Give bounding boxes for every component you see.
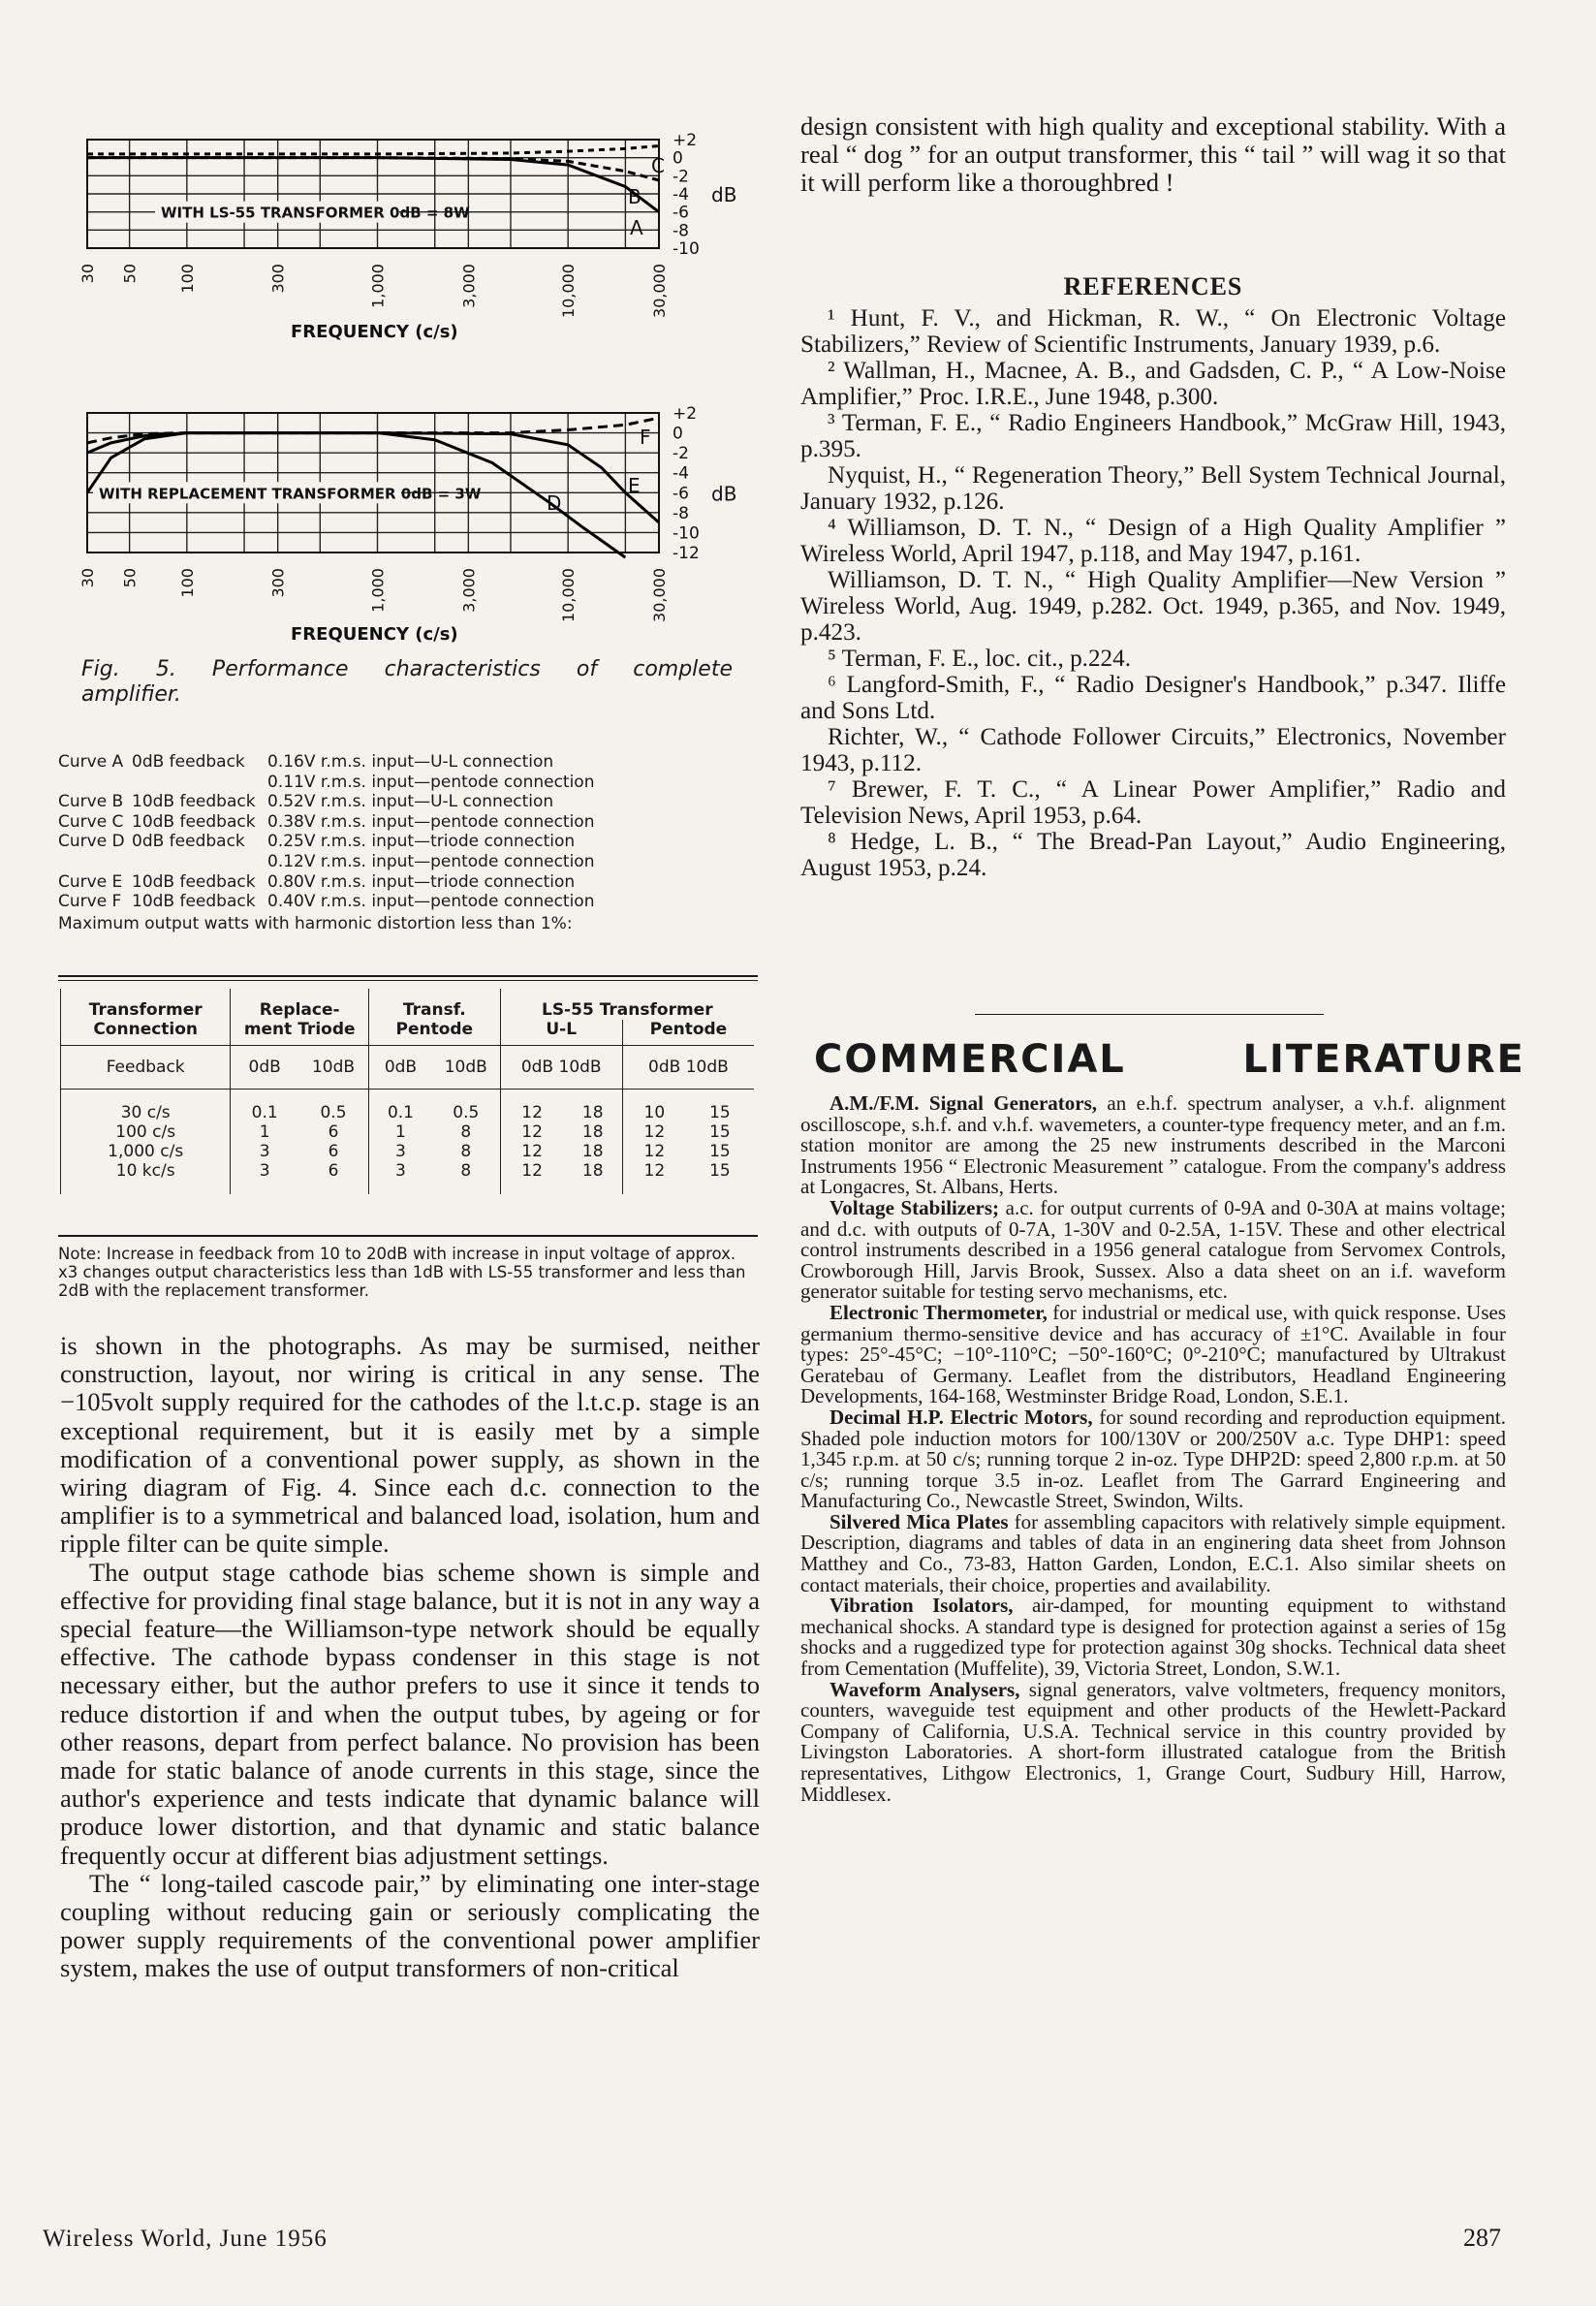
feedback-col: 10dB (432, 1046, 500, 1090)
curve-row (58, 892, 736, 912)
curve-row (58, 872, 736, 893)
y-tick-label: -2 (673, 167, 689, 187)
commercial-item (800, 1677, 1506, 1806)
series-line-b (87, 158, 659, 180)
cell: 12 (500, 1161, 563, 1194)
x-tick-label: 30,000 (650, 264, 669, 318)
series-label-a: A (630, 216, 643, 239)
table-row (61, 1142, 755, 1161)
table-top-rule (58, 975, 758, 977)
curve-feedback: 10dB feedback (132, 892, 256, 912)
curve-name (58, 773, 132, 793)
x-tick-label: 100 (177, 568, 197, 598)
col-header-transf-pentode: Transf. Pentode (368, 989, 500, 1046)
cell: 0.5 (298, 1090, 368, 1123)
cell: 15 (709, 1142, 731, 1161)
commercial-item-head: Vibration Isolators, (829, 1594, 1014, 1618)
reference-item: ¹ Hunt, F. V., and Hickman, R. W., “ On Electronic Voltage Stabilizers,” Review of Scientific Instruments, January 1939, p.6. (800, 305, 1506, 358)
curve-feedback: 10dB feedback (132, 811, 256, 832)
curve-desc: 0.80V r.m.s. input—triode connection (267, 871, 576, 892)
commercial-literature-title (814, 1037, 1525, 1082)
x-tick-label: 30 (78, 264, 97, 284)
table-header-row (61, 989, 755, 1020)
curve-name: Curve A (58, 752, 124, 772)
commercial-item-text: for sound recording and reproduction equipment. Shaded pole induction motors for 100/130V or 200/250V a.c. Type DHP1: speed 1,345 r.p.m. at 50 c/s; running torque 2 in-oz. Type DHP2D: speed 2,800 r.p.m. at 50 c/s; running torque 3.5 in-oz. Leaflet from The Garrard Engineering and Manufacturing Co., Newcastle Street, Swindon, Wilts. (800, 1405, 1506, 1513)
commercial-item (800, 1093, 1506, 1198)
footer-journal: Wireless World, June 1956 (43, 2226, 328, 2252)
curve-max-output: Maximum output watts with harmonic distortion less than 1%: (58, 913, 573, 933)
cell: 8 (460, 1122, 472, 1142)
caption-word: Performance (211, 657, 349, 681)
x-tick-label: 1,000 (368, 264, 388, 308)
commercial-item-text: an e.h.f. spectrum analyser, a v.h.f. alignment oscilloscope, s.h.f. and v.h.f. wavemeters, a counter-type frequency meter, and an f.m. station monitor are among the 25 new instruments described in the Marconi Instruments 1956 “ Electronic Measurement ” catalogue. From the company's address at Longacres, St. Albans, Herts. (800, 1091, 1506, 1199)
y-tick-label: 0 (673, 424, 683, 444)
title-word: COMMERCIAL (814, 1037, 1126, 1082)
table-row (61, 1090, 755, 1123)
col-header-ls-pentode: Pentode (622, 1020, 754, 1046)
commercial-item (800, 1300, 1506, 1408)
y-tick-label: -8 (673, 221, 689, 241)
cell: 3 (368, 1142, 431, 1161)
section-divider (975, 1014, 1324, 1015)
curve-name: Curve F (58, 892, 122, 912)
series-line-e (87, 433, 659, 523)
series-line-c (87, 146, 659, 154)
cell: 15 (709, 1161, 731, 1181)
curve-row (58, 752, 736, 773)
body-paragraph: is shown in the photographs. As may be surmised, neither construction, layout, nor wiring is critical in any sense. The −105volt supply required for the cathodes of the l.t.c.p. stage is an exceptional requirement, but it is easily met by a simple modification of a conventional power supply, as shown in the wiring diagram of Fig. 4. Since each d.c. connection to the amplifier is to a symmetrical and balanced load, isolation, hum and ripple filter can be quite simple. (60, 1331, 760, 1559)
cell: 3 (231, 1142, 298, 1161)
commercial-item-head: Voltage Stabilizers; (829, 1195, 999, 1219)
x-axis-title: FREQUENCY (c/s) (291, 322, 458, 342)
feedback-col: 0dB 10dB (622, 1046, 754, 1090)
curve-name: Curve C (58, 811, 124, 832)
curve-desc: 0.11V r.m.s. input—pentode connection (267, 772, 595, 792)
curve-row (58, 812, 736, 833)
cell: 1 (231, 1122, 298, 1142)
inset-label: WITH LS-55 TRANSFORMER 0dB = 8W (161, 204, 470, 222)
cell: 3 (368, 1161, 431, 1194)
feedback-col: 0dB (368, 1046, 431, 1090)
feedback-col: 10dB (298, 1046, 368, 1090)
body-right-column (800, 112, 1506, 198)
series-label-b: B (628, 185, 642, 208)
feedback-col: 0dB 10dB (500, 1046, 622, 1090)
curve-feedback: 0dB feedback (132, 832, 245, 852)
cell: 15 (709, 1122, 731, 1142)
cell: 0.5 (432, 1090, 500, 1123)
figure-caption (81, 657, 733, 708)
x-tick-label: 10,000 (559, 264, 579, 318)
x-axis-title: FREQUENCY (c/s) (291, 624, 458, 645)
y-axis-unit: dB (711, 482, 737, 506)
body-left-column (60, 1332, 760, 1983)
cell: 6 (328, 1122, 339, 1142)
y-tick-label: -8 (673, 503, 689, 523)
curve-desc: 0.38V r.m.s. input—pentode connection (267, 811, 595, 832)
cell: 18 (564, 1090, 623, 1123)
curve-legend (58, 752, 736, 933)
cell: 12 (622, 1142, 685, 1161)
x-tick-label: 30,000 (650, 568, 669, 622)
commercial-item-text: a.c. for output currents of 0-9A and 0-30A at mains voltage; and d.c. with outputs of 0-7A, 1-30V and 0-2.5A, 1-15V. These and other electrical control instruments described in a 1956 general catalogue from Servomex Controls, Crowborough Hill, Jarvis Brook, Sussex. Also a data sheet on an i.f. waveform generator suitable for testing servo mechanisms, etc. (800, 1195, 1506, 1304)
reference-item: Nyquist, H., “ Regeneration Theory,” Bell System Technical Journal, January 1932, p.126. (800, 462, 1506, 515)
cell: 3 (231, 1161, 298, 1194)
y-tick-label: 0 (673, 148, 683, 169)
title-word: LITERATURE (1242, 1037, 1525, 1082)
curve-feedback: 0dB feedback (132, 752, 245, 772)
curve-name: Curve E (58, 871, 123, 892)
cell: 0.1 (368, 1090, 431, 1123)
y-tick-label: -12 (673, 544, 700, 563)
body-paragraph: design consistent with high quality and exceptional stability. With a real “ dog ” for an output transformer, this “ tail ” will wag it so that it will perform like a thoroughbred ! (800, 111, 1506, 198)
cell: 12 (500, 1142, 563, 1161)
series-label-f: F (640, 426, 651, 449)
y-tick-label: -4 (673, 463, 689, 484)
table-feedback-row (61, 1046, 755, 1090)
curve-row (58, 773, 736, 793)
chart-ls55 (58, 114, 736, 347)
table-row (61, 1122, 755, 1142)
reference-item: Williamson, D. T. N., “ High Quality Amplifier—New Version ” Wireless World, Aug. 1949, p.282. Oct. 1949, p.365, and Nov. 1949, p.423. (800, 567, 1506, 646)
cell: 8 (460, 1161, 472, 1181)
series-label-d: D (547, 491, 562, 515)
inset-label: WITH REPLACEMENT TRANSFORMER 0dB = 3W (99, 485, 482, 503)
commercial-item-head: Electronic Thermometer, (829, 1300, 1048, 1324)
y-tick-label: +2 (673, 131, 698, 150)
commercial-item (800, 1195, 1506, 1304)
x-tick-label: 3,000 (459, 568, 479, 613)
curve-desc: 0.52V r.m.s. input—U-L connection (267, 792, 554, 812)
curve-feedback: 10dB feedback (132, 792, 256, 812)
commercial-item-head: A.M./F.M. Signal Generators, (829, 1091, 1098, 1115)
caption-word: complete (633, 657, 733, 681)
cell: 18 (581, 1142, 604, 1161)
cell: 15 (686, 1090, 754, 1123)
row-frequency: 10 kc/s (61, 1161, 231, 1194)
body-paragraph: The “ long-tailed cascode pair,” by eliminating one inter-stage coupling without reducing gain or seriously complicating the power supply requirements of the conventional power amplifier system, makes the use of output transformers of non-critical (60, 1868, 760, 1983)
commercial-item-text: for industrial or medical use, with quick response. Uses germanium thermo-sensitive device and has accuracy of ±1°C. Available in four types: 25°-45°C; −10°-110°C; −50°-160°C; 0°-210°C; manufactured by Ultrakust Geratebau of Germany. Leaflet from the distributors, Headland Engineering Developments, 164-168, Westminster Bridge Road, London, S.E.1. (800, 1300, 1506, 1408)
curve-feedback (132, 773, 267, 793)
curve-name (58, 852, 132, 872)
x-tick-label: 10,000 (559, 568, 579, 622)
cell: 18 (581, 1122, 604, 1142)
curve-name: Curve D (58, 832, 125, 852)
curve-row (58, 792, 736, 812)
cell: 12 (500, 1090, 563, 1123)
y-tick-label: -6 (673, 484, 689, 504)
commercial-item-text: signal generators, valve voltmeters, frequency monitors, counters, waveguide test equipment and other products of the Hewlett-Packard Company of California, U.S.A. Technical service in this country provided by Livingston Laboratories. A short-form illustrated catalogue from the British representatives, Lithgow Electronics, 1, Grange Court, Sudbury Hill, Harrow, Middlesex. (800, 1677, 1506, 1806)
commercial-item-text: air-damped, for mounting equipment to withstand mechanical shocks. A standard type is designed for protection against a series of 15g shocks and a ruggedized type for protection against 30g shocks. Technical data sheet from Cementation (Muffelite), 39, Victoria Street, London, S.W.1. (800, 1594, 1506, 1681)
cell: 12 (622, 1122, 685, 1142)
row-frequency: 100 c/s (61, 1122, 231, 1142)
chart-replacement (58, 397, 736, 649)
cell: 1 (368, 1122, 431, 1142)
cell: 0.1 (231, 1090, 298, 1123)
curve-name: Curve B (58, 792, 124, 812)
commercial-item (800, 1407, 1506, 1512)
y-tick-label: -2 (673, 444, 689, 464)
col-header-ul: U-L (500, 1020, 622, 1046)
output-table (60, 989, 754, 1194)
x-tick-label: 30 (78, 568, 97, 588)
x-tick-label: 100 (177, 264, 197, 294)
footer-page-number: 287 (1463, 2224, 1501, 2252)
x-tick-label: 300 (268, 264, 288, 294)
curve-desc: 0.40V r.m.s. input—pentode connection (267, 892, 595, 912)
curve-desc: 0.12V r.m.s. input—pentode connection (267, 851, 595, 871)
col-header-ls55: LS-55 Transformer (500, 989, 754, 1020)
cell: 10 (622, 1090, 685, 1123)
caption-word: Fig. (81, 657, 120, 681)
caption-word: of (576, 657, 598, 681)
commercial-item (800, 1509, 1506, 1596)
reference-item: ² Wallman, H., Macnee, A. B., and Gadsden, C. P., “ A Low-Noise Amplifier,” Proc. I.R.E., June 1948, p.300. (800, 358, 1506, 410)
reference-item: ⁴ Williamson, D. T. N., “ Design of a High Quality Amplifier ” Wireless World, April 1947, p.118, and May 1947, p.161. (800, 515, 1506, 567)
col-header-connection: Transformer Connection (61, 989, 231, 1046)
series-line-f (87, 418, 659, 443)
reference-item: Richter, W., “ Cathode Follower Circuits,” Electronics, November 1943, p.112. (800, 724, 1506, 776)
y-tick-label: +2 (673, 404, 698, 424)
commercial-literature-body (800, 1093, 1506, 1805)
cell: 12 (500, 1122, 563, 1142)
x-tick-label: 50 (120, 568, 140, 588)
reference-item: ⁸ Hedge, L. B., “ The Bread-Pan Layout,” Audio Engineering, August 1953, p.24. (800, 829, 1506, 881)
col-header-replacement: Replace- ment Triode (231, 989, 369, 1046)
y-tick-label: -10 (673, 523, 700, 544)
row-frequency: 1,000 c/s (61, 1142, 231, 1161)
series-label-e: E (628, 474, 641, 497)
curve-row (58, 852, 736, 872)
y-tick-label: -4 (673, 185, 689, 205)
chart-replacement-svg (58, 397, 736, 649)
commercial-item-head: Waveform Analysers, (829, 1677, 1020, 1701)
cell: 6 (328, 1161, 339, 1181)
caption-word: characteristics (384, 657, 541, 681)
cell: 12 (622, 1161, 685, 1194)
cell: 6 (328, 1142, 339, 1161)
reference-item: ⁵ Terman, F. E., loc. cit., p.224. (828, 646, 1132, 672)
body-paragraph: The output stage cathode bias scheme shown is simple and effective for providing final stage balance, but it is not in any way a special feature—the Williamson-type network should be equally effective. The cathode bypass condenser in this stage is not necessary either, but the author prefers to use it since it tends to reduce distortion if and when the output tubes, by ageing or for other reasons, depart from perfect balance. No provision has been made for static balance of anode currents in this stage, since the author's experience and tests indicate that dynamic balance will produce lower distortion, and that dynamic and static balance frequently occur at different bias adjustment settings. (60, 1557, 760, 1870)
caption-word: 5. (155, 657, 176, 681)
commercial-item-text: for assembling capacitors with relatively simple equipment. Description, diagrams and tables of data in an enginering data sheet from Johnson Matthey and Co., 73-83, Hatton Garden, London, E.C.1. Also similar sheets on contact materials, their choice, properties and availability. (800, 1509, 1506, 1596)
curve-feedback (132, 852, 267, 872)
curve-row (58, 832, 736, 852)
feedback-label: Feedback (61, 1046, 231, 1090)
commercial-item-head: Decimal H.P. Electric Motors, (829, 1405, 1093, 1429)
x-tick-label: 1,000 (368, 568, 388, 613)
y-tick-label: -6 (673, 203, 689, 223)
reference-item: ⁷ Brewer, F. T. C., “ A Linear Power Amplifier,” Radio and Television News, April 1953, p.64. (800, 776, 1506, 829)
table-note: Note: Increase in feedback from 10 to 20dB with increase in input voltage of approx. x3 changes output characteristics less than 1dB with LS-55 transformer and less than 2dB with the replacement transformer. (58, 1245, 746, 1300)
curve-desc: 0.16V r.m.s. input—U-L connection (267, 752, 554, 772)
chart-ls55-svg (58, 114, 736, 347)
x-tick-label: 3,000 (459, 264, 479, 308)
table-row (61, 1161, 755, 1194)
y-tick-label: -10 (673, 239, 700, 259)
x-tick-label: 50 (120, 264, 140, 284)
references-heading: REFERENCES (1063, 272, 1243, 300)
reference-item: ³ Terman, F. E., “ Radio Engineers Handbook,” McGraw Hill, 1943, p.395. (800, 410, 1506, 462)
commercial-item-head: Silvered Mica Plates (829, 1509, 1009, 1533)
feedback-col: 0dB (231, 1046, 298, 1090)
cell: 18 (581, 1161, 604, 1181)
commercial-item (800, 1595, 1506, 1679)
cell: 8 (460, 1142, 472, 1161)
row-frequency: 30 c/s (61, 1090, 231, 1123)
table-top-rule-2 (58, 980, 758, 981)
series-label-c: C (651, 154, 665, 177)
table-bottom-rule (58, 1235, 758, 1237)
x-tick-label: 300 (268, 568, 288, 598)
y-axis-unit: dB (711, 183, 737, 206)
curve-desc: 0.25V r.m.s. input—triode connection (267, 832, 576, 852)
reference-item: ⁶ Langford-Smith, F., “ Radio Designer's Handbook,” p.347. Iliffe and Sons Ltd. (800, 672, 1506, 724)
caption-word: amplifier. (81, 682, 181, 707)
curve-feedback: 10dB feedback (132, 871, 256, 892)
references (800, 273, 1506, 881)
